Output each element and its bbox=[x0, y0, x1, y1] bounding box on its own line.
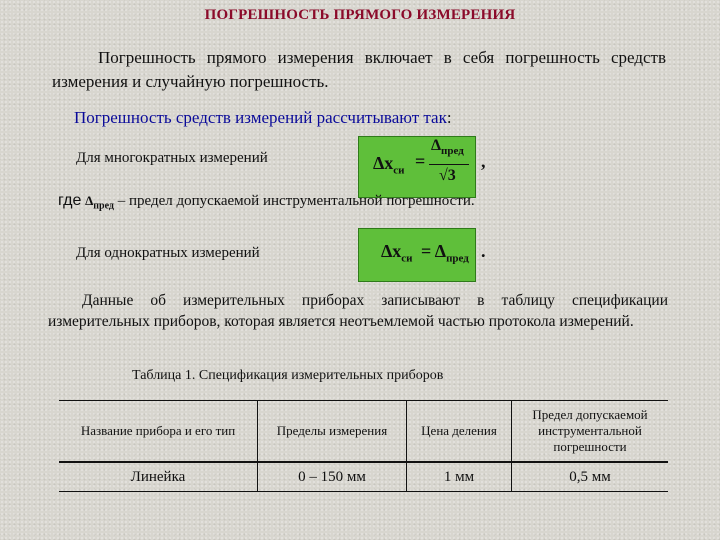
where-symbol-sub: пред bbox=[93, 200, 114, 212]
table-header-row bbox=[59, 401, 668, 463]
table-caption: Таблица 1. Спецификация измерительных приборов bbox=[132, 368, 444, 383]
intro-paragraph: Погрешность прямого измерения включает в себя погрешность средств измерения и случайную погрешность. bbox=[52, 48, 666, 91]
formula-single-rhs bbox=[421, 241, 469, 265]
formula-multiple-num-sub: пред bbox=[441, 145, 464, 158]
formula-multiple-comma: , bbox=[481, 151, 486, 171]
formula-single-box bbox=[358, 228, 486, 282]
formula-single-lhs-sub: си bbox=[401, 252, 413, 265]
fraction-bar bbox=[429, 164, 469, 165]
where-delta: Δ bbox=[85, 193, 94, 208]
header-instrument-name: Название прибора и его тип bbox=[59, 401, 258, 463]
formula-multiple-box bbox=[358, 136, 486, 198]
header-division-value: Цена деления bbox=[407, 401, 512, 463]
single-measurement-label: Для однократных измерений bbox=[76, 245, 260, 261]
where-word: где bbox=[58, 192, 82, 209]
where-symbol bbox=[85, 193, 114, 212]
cell-error-limit: 0,5 мм bbox=[512, 462, 669, 492]
table-row bbox=[59, 462, 668, 492]
where-line bbox=[58, 192, 475, 212]
formula-single-rhs-sub: пред bbox=[446, 252, 469, 265]
cell-range: 0 – 150 мм bbox=[258, 462, 407, 492]
formula-single-eq-delta: = Δ bbox=[421, 241, 447, 261]
header-measurement-range: Пределы измерения bbox=[258, 401, 407, 463]
cell-division: 1 мм bbox=[407, 462, 512, 492]
header-error-limit: Предел допускаемой инструментальной погрешности bbox=[512, 401, 669, 463]
formula-single-lhs bbox=[381, 241, 413, 265]
formula-multiple-eq: = bbox=[415, 151, 426, 171]
multiple-measurements-label: Для многократных измерений bbox=[76, 150, 268, 166]
formula-single-period: . bbox=[481, 241, 486, 261]
where-text: – предел допускаемой инструментальной погрешности. bbox=[113, 193, 475, 209]
formula-single-dx: Δx bbox=[381, 241, 402, 261]
formula-multiple-dx: Δx bbox=[373, 153, 394, 173]
formula-multiple-lhs-sub: си bbox=[393, 164, 405, 177]
page-title: ПОГРЕШНОСТЬ ПРЯМОГО ИЗМЕРЕНИЯ bbox=[204, 7, 516, 23]
specification-table bbox=[59, 400, 668, 492]
subheading bbox=[74, 108, 452, 128]
formula-multiple-denominator: √3 bbox=[439, 167, 456, 184]
subheading-colon: : bbox=[446, 108, 452, 127]
formula-multiple-lhs bbox=[373, 153, 405, 177]
cell-instrument: Линейка bbox=[59, 462, 258, 492]
paragraph-specification: Данные об измерительных приборах записывают в таблицу спецификации измерительных приборов, которая является неотъемлемой частью протокола измерений. bbox=[48, 292, 668, 330]
subheading-text: Погрешность средств измерений рассчитывают так bbox=[74, 108, 447, 127]
formula-multiple-numerator bbox=[431, 137, 464, 157]
formula-multiple-delta: Δ bbox=[431, 137, 442, 154]
